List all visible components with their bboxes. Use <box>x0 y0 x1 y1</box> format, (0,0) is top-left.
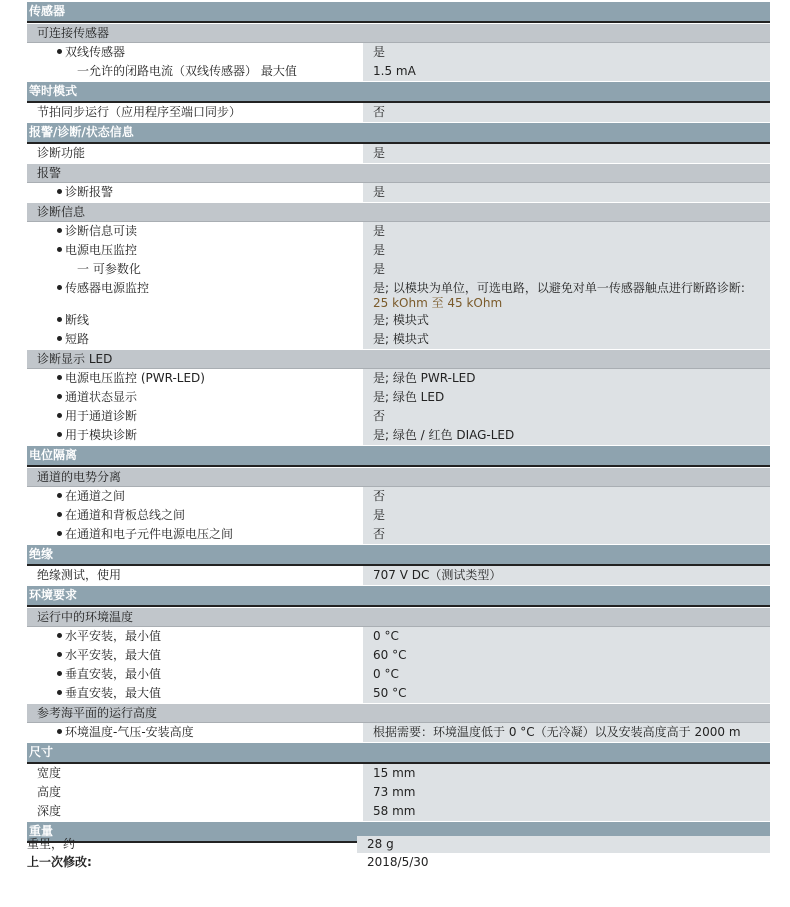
bullet-icon <box>57 512 62 517</box>
modified-label: 上一次修改: <box>27 855 92 869</box>
spec-value <box>363 684 770 703</box>
spec-value-text: 是 <box>373 262 386 276</box>
spec-label <box>27 665 363 684</box>
spec-value <box>363 311 770 330</box>
spec-value-text: 是; 绿色 LED <box>373 390 445 404</box>
subsection-header: 可连接传感器 <box>27 24 770 43</box>
section-header: 报警/诊断/状态信息 <box>27 123 770 144</box>
spec-value-text: 是 <box>373 185 386 199</box>
spec-label <box>27 646 363 665</box>
spec-label-text: 一允许的闭路电流（双线传感器） 最大值 <box>77 64 297 78</box>
spec-row <box>27 330 770 349</box>
spec-row <box>27 506 770 525</box>
spec-value <box>363 241 770 260</box>
spec-label-text: 垂直安装，最大值 <box>65 686 162 700</box>
spec-row <box>27 43 770 62</box>
modified-value: 2018/5/30 <box>367 855 429 869</box>
spec-row <box>27 388 770 407</box>
spec-row <box>27 62 770 81</box>
spec-label-text: 通道状态显示 <box>65 390 138 404</box>
spec-value-text: 是 <box>373 146 386 160</box>
bullet-icon <box>57 729 62 734</box>
spec-label <box>27 144 363 163</box>
spec-value <box>363 506 770 525</box>
spec-label <box>27 764 363 783</box>
spec-label-text: 在通道和背板总线之间 <box>65 508 186 522</box>
spec-value <box>363 665 770 684</box>
spec-row <box>27 369 770 388</box>
spec-label-text: 诊断信息可读 <box>65 224 138 238</box>
subsection-header: 报警 <box>27 164 770 183</box>
spec-label <box>27 783 363 802</box>
spec-row <box>27 260 770 279</box>
spec-label-text: 电源电压监控 (PWR-LED) <box>65 371 205 385</box>
spec-row <box>27 802 770 821</box>
spec-value-text: 50 °C <box>373 686 407 700</box>
bullet-icon <box>57 652 62 657</box>
spec-row <box>27 241 770 260</box>
spec-value <box>363 627 770 646</box>
spec-label <box>27 279 363 311</box>
spec-label-text: 断线 <box>65 313 90 327</box>
spec-label <box>27 684 363 703</box>
section-header: 传感器 <box>27 2 770 23</box>
spec-label-text: 水平安装，最小值 <box>65 629 162 643</box>
bullet-icon <box>57 317 62 322</box>
bullet-icon <box>57 633 62 638</box>
section-header: 环境要求 <box>27 586 770 607</box>
spec-row <box>27 665 770 684</box>
spec-value-text: 是; 以模块为单位，可选电路，以避免对单一传感器触点进行断路诊断: <box>373 281 745 295</box>
spec-row <box>27 311 770 330</box>
bullet-icon <box>57 413 62 418</box>
spec-value <box>363 103 770 122</box>
spec-label-text: 在通道和电子元件电源电压之间 <box>65 527 234 541</box>
spec-value <box>363 330 770 349</box>
spec-label <box>27 506 363 525</box>
bullet-icon <box>57 394 62 399</box>
spec-label <box>27 627 363 646</box>
spec-label-text: 短路 <box>65 332 90 346</box>
spec-label <box>27 723 363 742</box>
spec-row <box>27 487 770 506</box>
subsection-header: 诊断显示 LED <box>27 350 770 369</box>
spec-label-text: 水平安装，最大值 <box>65 648 162 662</box>
spec-value <box>363 369 770 388</box>
spec-value <box>363 426 770 445</box>
bullet-icon <box>57 189 62 194</box>
spec-value-text: 是 <box>373 508 386 522</box>
spec-row <box>27 646 770 665</box>
modified-row <box>27 854 770 871</box>
spec-value <box>363 260 770 279</box>
spec-row <box>27 684 770 703</box>
spec-value-text: 否 <box>373 105 386 119</box>
spec-row <box>27 764 770 783</box>
spec-value <box>363 487 770 506</box>
spec-label <box>27 103 363 122</box>
spec-row <box>27 627 770 646</box>
spec-value-text: 1.5 mA <box>373 64 416 78</box>
weight-row <box>27 836 770 853</box>
weight-label: 重里，约 <box>27 837 76 851</box>
bullet-icon <box>57 690 62 695</box>
spec-label <box>27 487 363 506</box>
spec-label-text: 诊断功能 <box>37 146 86 160</box>
spec-label <box>27 525 363 544</box>
bullet-icon <box>57 493 62 498</box>
spec-value <box>363 183 770 202</box>
spec-value <box>363 566 770 585</box>
spec-value <box>363 764 770 783</box>
spec-label-text: 绝缘测试，使用 <box>37 568 122 582</box>
spec-label <box>27 241 363 260</box>
spec-value-text: 否 <box>373 527 386 541</box>
bullet-icon <box>57 671 62 676</box>
bullet-icon <box>57 247 62 252</box>
spec-row <box>27 222 770 241</box>
spec-value-text: 是; 绿色 / 红色 DIAG-LED <box>373 428 515 442</box>
spec-row <box>27 525 770 544</box>
spec-value <box>363 62 770 81</box>
spec-row <box>27 279 770 311</box>
spec-value-text: 15 mm <box>373 766 416 780</box>
spec-label-text: 环境温度-气压-安装高度 <box>65 725 194 739</box>
section-header: 等时模式 <box>27 82 770 103</box>
spec-row <box>27 144 770 163</box>
weight-value: 28 g <box>357 836 770 853</box>
spec-label <box>27 426 363 445</box>
spec-value-text: 是; 模块式 <box>373 313 429 327</box>
spec-label-text: 诊断报警 <box>65 185 114 199</box>
spec-row <box>27 566 770 585</box>
spec-label-text: 传感器电源监控 <box>65 281 150 295</box>
spec-label <box>27 62 363 81</box>
spec-label <box>27 388 363 407</box>
spec-value <box>363 646 770 665</box>
section-header: 尺寸 <box>27 743 770 764</box>
spec-label <box>27 311 363 330</box>
spec-label <box>27 407 363 426</box>
spec-value-text: 是 <box>373 243 386 257</box>
section-header: 重量 <box>27 822 770 843</box>
subsection-header: 通道的电势分离 <box>27 468 770 487</box>
bullet-icon <box>57 432 62 437</box>
spec-label <box>27 260 363 279</box>
spec-value <box>363 723 770 742</box>
spec-value <box>363 802 770 821</box>
spec-label-text: 宽度 <box>37 766 62 780</box>
subsection-header: 运行中的环境温度 <box>27 608 770 627</box>
spec-label-text: 节拍同步运行（应用程序至端口同步） <box>37 105 242 119</box>
spec-value-text-2: 25 kOhm 至 45 kOhm <box>373 296 503 310</box>
spec-row <box>27 783 770 802</box>
spec-value <box>363 144 770 163</box>
spec-table <box>27 1 770 843</box>
spec-value <box>363 222 770 241</box>
spec-row <box>27 407 770 426</box>
spec-label <box>27 802 363 821</box>
spec-value-text: 是; 模块式 <box>373 332 429 346</box>
spec-value-text: 73 mm <box>373 785 416 799</box>
spec-label-text: 电源电压监控 <box>65 243 138 257</box>
spec-label-text: 双线传感器 <box>65 45 126 59</box>
spec-label <box>27 222 363 241</box>
spec-label <box>27 566 363 585</box>
spec-value-text: 否 <box>373 409 386 423</box>
spec-row <box>27 103 770 122</box>
spec-label-text: 用于通道诊断 <box>65 409 138 423</box>
bullet-icon <box>57 49 62 54</box>
spec-label-text: 垂直安装，最小值 <box>65 667 162 681</box>
spec-value-text: 0 °C <box>373 667 399 681</box>
spec-value <box>363 279 770 311</box>
spec-label-text: 在通道之间 <box>65 489 126 503</box>
section-header: 绝缘 <box>27 545 770 566</box>
spec-label-text: 深度 <box>37 804 62 818</box>
spec-label <box>27 183 363 202</box>
bullet-icon <box>57 375 62 380</box>
spec-value-text: 60 °C <box>373 648 407 662</box>
subsection-header: 参考海平面的运行高度 <box>27 704 770 723</box>
spec-label <box>27 369 363 388</box>
spec-value-text: 否 <box>373 489 386 503</box>
spec-row <box>27 426 770 445</box>
spec-label-text: 用于模块诊断 <box>65 428 138 442</box>
spec-row <box>27 183 770 202</box>
spec-label <box>27 330 363 349</box>
subsection-header: 诊断信息 <box>27 203 770 222</box>
bullet-icon <box>57 531 62 536</box>
spec-value <box>363 407 770 426</box>
spec-label-text: 高度 <box>37 785 62 799</box>
spec-value-text: 0 °C <box>373 629 399 643</box>
spec-value <box>363 43 770 62</box>
spec-value <box>363 525 770 544</box>
spec-value-text: 58 mm <box>373 804 416 818</box>
spec-value-text: 707 V DC（测试类型） <box>373 568 502 582</box>
bullet-icon <box>57 336 62 341</box>
spec-value <box>363 388 770 407</box>
spec-value-text: 根据需要：环境温度低于 0 °C（无冷凝）以及安装高度高于 2000 m <box>373 725 741 739</box>
section-header: 电位隔离 <box>27 446 770 467</box>
spec-label-text: 一 可参数化 <box>77 262 141 276</box>
bullet-icon <box>57 285 62 290</box>
spec-value-text: 是 <box>373 45 386 59</box>
spec-value-text: 是; 绿色 PWR-LED <box>373 371 476 385</box>
bullet-icon <box>57 228 62 233</box>
spec-value-text: 是 <box>373 224 386 238</box>
spec-label <box>27 43 363 62</box>
spec-value <box>363 783 770 802</box>
spec-row <box>27 723 770 742</box>
